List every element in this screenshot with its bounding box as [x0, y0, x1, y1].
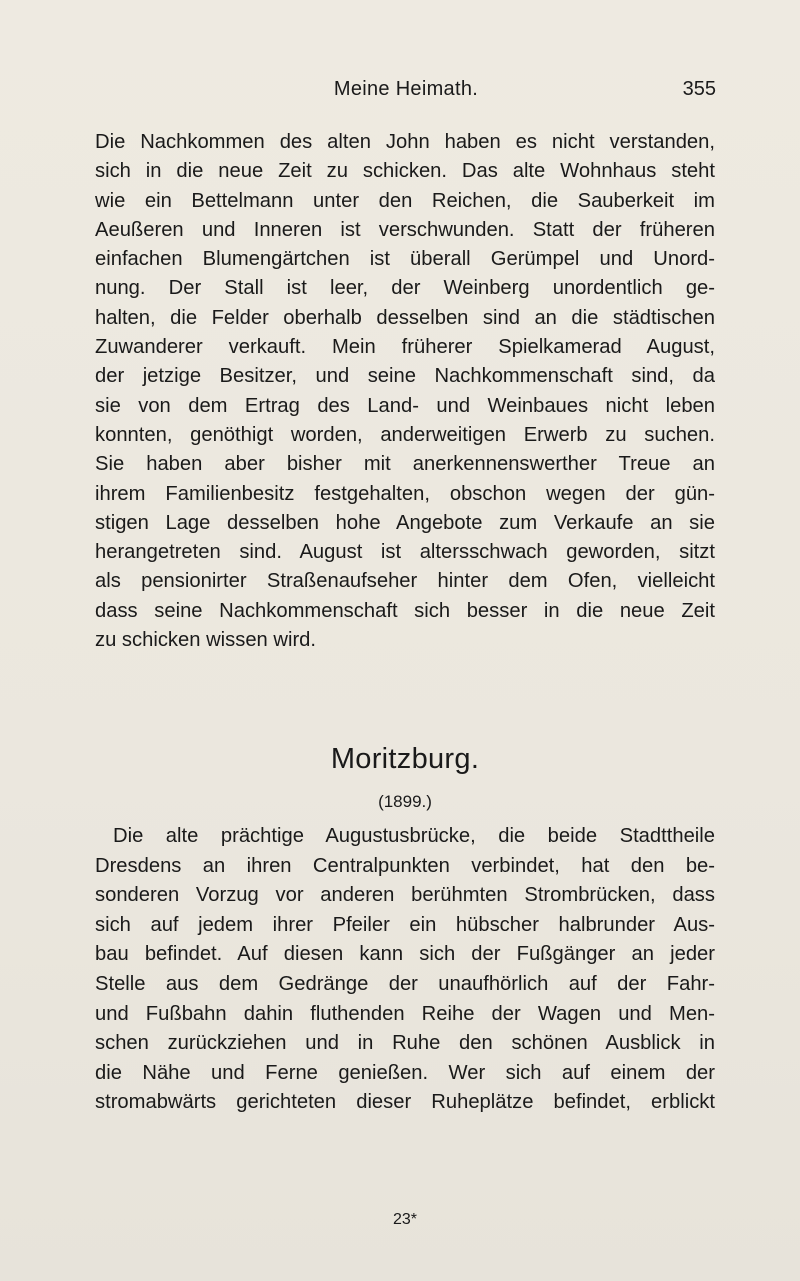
- text-line: halten, die Felder oberhalb desselben sind an die städtischen: [95, 306, 715, 329]
- text-line: dass seine Nachkommenschaft sich besser in die neue Zeit: [95, 599, 715, 622]
- text-line: einfachen Blumengärtchen ist überall Gerümpel und Unord-: [95, 248, 715, 271]
- text-line: Zuwanderer verkauft. Mein früherer Spielkamerad August,: [95, 336, 715, 359]
- text-line: zu schicken wissen wird.: [95, 629, 317, 652]
- text-line: nung. Der Stall ist leer, der Weinberg unordentlich ge-: [95, 277, 715, 300]
- text-line: stromabwärts gerichteten dieser Ruheplätze befindet, erblickt: [95, 1091, 715, 1114]
- text-line: die Nähe und Ferne genießen. Wer sich auf einem der: [95, 1061, 715, 1084]
- page-number: 355: [682, 78, 716, 100]
- paragraph-moritzburg: [95, 822, 715, 1118]
- text-line: stigen Lage desselben hohe Angebote zum Verkaufe an sie: [95, 511, 715, 534]
- text-line: sich in die neue Zeit zu schicken. Das alte Wohnhaus steht: [95, 160, 715, 183]
- text-line: der jetzige Besitzer, und seine Nachkommenschaft sind, da: [95, 365, 715, 388]
- text-line: sich auf jedem ihrer Pfeiler ein hübscher halbrunder Aus-: [95, 913, 715, 936]
- text-line: wie ein Bettelmann unter den Reichen, die Sauberkeit im: [95, 189, 715, 212]
- text-line: Aeußeren und Inneren ist verschwunden. Statt der früheren: [95, 218, 715, 241]
- text-line: sie von dem Ertrag des Land- und Weinbaues nicht leben: [95, 394, 715, 417]
- text-line: bau befindet. Auf diesen kann sich der Fußgänger an jeder: [95, 943, 715, 966]
- text-line: Die alte prächtige Augustusbrücke, die beide Stadttheile: [113, 825, 715, 847]
- running-head: [96, 78, 716, 110]
- text-line: konnten, genöthigt worden, anderweitigen Erwerb zu suchen.: [95, 423, 715, 446]
- text-line: schen zurückziehen und in Ruhe den schönen Ausblick in: [95, 1032, 715, 1055]
- text-line: als pensionirter Straßenaufseher hinter dem Ofen, vielleicht: [95, 570, 715, 593]
- paragraph-meine-heimath: [95, 128, 715, 655]
- text-line: ihrem Familienbesitz festgehalten, obschon wegen der gün-: [95, 482, 715, 505]
- text-line: Dresdens an ihren Centralpunkten verbindet, hat den be-: [95, 854, 715, 877]
- section-date: (1899.): [378, 792, 432, 811]
- text-line: Sie haben aber bisher mit anerkennenswerther Treue an: [95, 453, 715, 476]
- text-line: sonderen Vorzug vor anderen berühmten Strombrücken, dass: [95, 884, 715, 907]
- section-heading: Moritzburg.: [330, 743, 480, 775]
- text-line: herangetreten sind. August ist altersschwach geworden, sitzt: [95, 541, 715, 564]
- running-title: Meine Heimath.: [333, 78, 479, 100]
- signature-mark: 23*: [392, 1211, 418, 1228]
- text-line: und Fußbahn dahin fluthenden Reihe der Wagen und Men-: [95, 1002, 715, 1025]
- text-line: Die Nachkommen des alten John haben es nicht verstanden,: [95, 131, 715, 153]
- text-line: Stelle aus dem Gedränge der unaufhörlich auf der Fahr-: [95, 972, 715, 995]
